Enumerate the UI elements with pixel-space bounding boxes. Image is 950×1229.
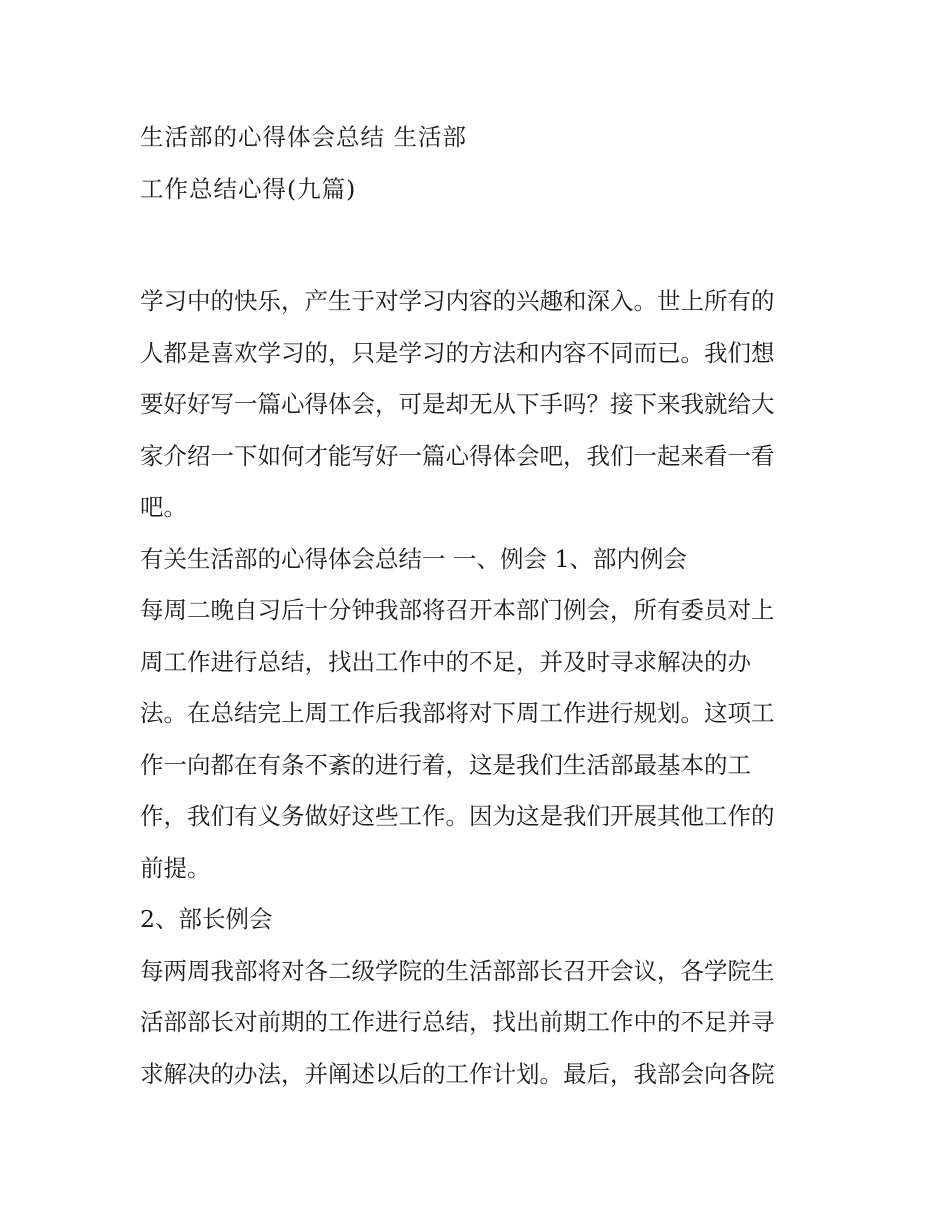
body-line: 前提。 bbox=[140, 853, 211, 882]
body-line: 学习中的快乐，产生于对学习内容的兴趣和深入。世上所有的 bbox=[140, 287, 775, 315]
body-line: 吧。 bbox=[140, 493, 187, 521]
body-line: 法。在总结完上周工作后我部将对下周工作进行规划。这项工 bbox=[140, 699, 775, 727]
body-line: 要好好写一篇心得体会，可是却无从下手吗？接下来我就给大 bbox=[140, 390, 775, 418]
body-line: 作，我们有义务做好这些工作。因为这是我们开展其他工作的 bbox=[140, 802, 775, 830]
section-heading: 有关生活部的心得体会总结一 一、例会 1、部内例会 bbox=[140, 544, 687, 573]
title-line: 生活部的心得体会总结 生活部 bbox=[140, 123, 467, 151]
body-line: 人都是喜欢学习的，只是学习的方法和内容不同而已。我们想 bbox=[140, 338, 775, 367]
body-line: 作一向都在有条不紊的进行着，这是我们生活部最基本的工 bbox=[140, 750, 751, 779]
body-line: 每两周我部将对各二级学院的生活部部长召开会议，各学院生 bbox=[140, 956, 775, 985]
document-body bbox=[140, 280, 830, 1104]
document-title bbox=[140, 116, 820, 219]
subsection-heading: 2、部长例会 bbox=[140, 905, 273, 933]
body-line: 家介绍一下如何才能写好一篇心得体会吧，我们一起来看一看 bbox=[140, 441, 775, 470]
title-line: 工作总结心得(九篇) bbox=[140, 174, 357, 203]
body-line: 每周二晚自习后十分钟我部将召开本部门例会，所有委员对上 bbox=[140, 596, 775, 624]
body-line: 活部部长对前期的工作进行总结，找出前期工作中的不足并寻 bbox=[140, 1008, 775, 1036]
body-line: 求解决的办法，并阐述以后的工作计划。最后，我部会向各院 bbox=[140, 1059, 775, 1088]
body-line: 周工作进行总结，找出工作中的不足，并及时寻求解决的办 bbox=[140, 647, 751, 676]
